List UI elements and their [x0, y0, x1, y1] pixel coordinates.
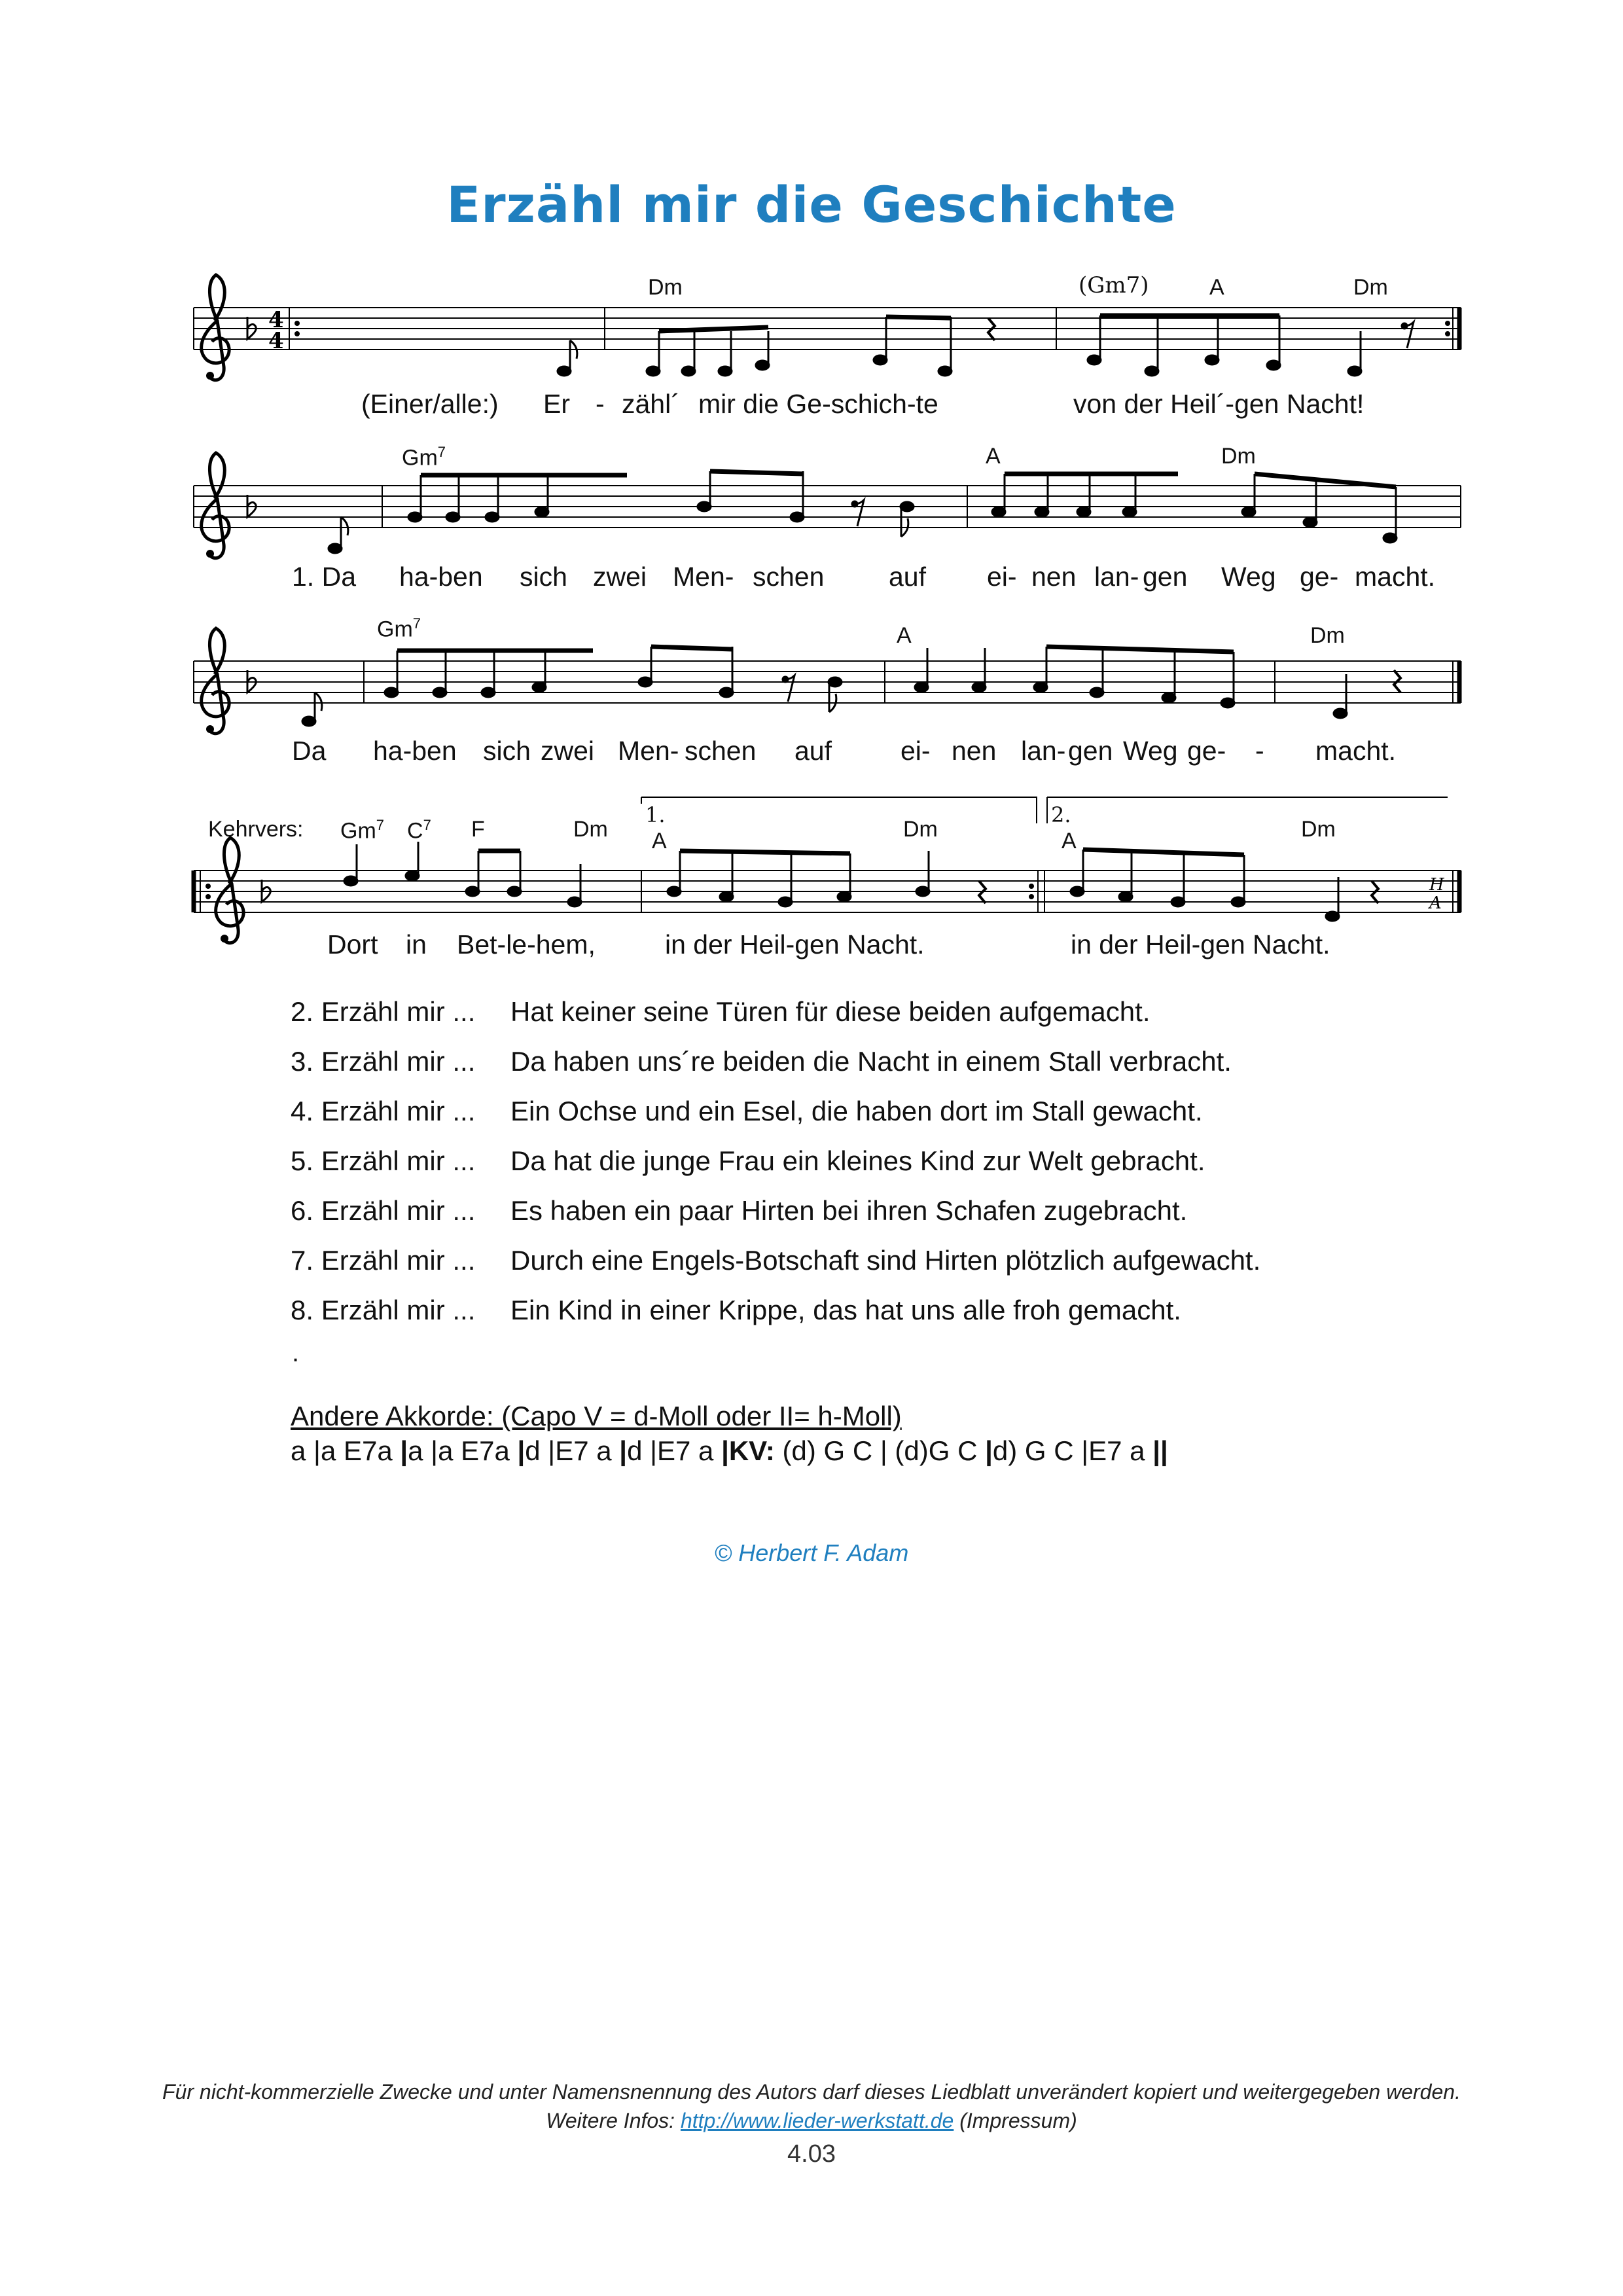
chord: Dm [1310, 623, 1345, 648]
lyric: Bet-le-hem, [457, 929, 596, 960]
chord: Gm$^7$ [340, 817, 385, 844]
verse-text: Da hat die junge Frau ein kleines Kind zur Welt gebracht. [510, 1145, 1205, 1176]
footer-info: Weitere Infos: http://www.lieder-werkstatt.de (Impressum) [546, 2109, 1077, 2132]
alt-chords-line: a |a E7a |a |a E7a |d |E7 a |d |E7 a |KV: (d) G C | (d)G C |d) G C |E7 a || [291, 1435, 1168, 1466]
verse-label: 2. Erzähl mir ... [291, 996, 476, 1027]
verse-text: Da haben uns´re beiden die Nacht in einem Stall verbracht. [510, 1046, 1232, 1077]
chord: (Gm7) [1079, 272, 1149, 298]
lyric: ei- [901, 736, 931, 766]
verse-text: Hat keiner seine Türen für diese beiden aufgemacht. [510, 996, 1150, 1027]
chord: Dm [903, 817, 938, 842]
lyric: macht. [1355, 562, 1436, 592]
lyric: Weg [1123, 736, 1178, 766]
chord: A [897, 623, 912, 648]
volta-2: 2. [1051, 802, 1071, 827]
lyric: Dort [327, 929, 378, 960]
alt-chords-heading: Andere Akkorde: (Capo V = d-Moll oder II= h-Moll) [291, 1401, 902, 1431]
verse-item [291, 1096, 1260, 1145]
lyric: lan- [1021, 736, 1066, 766]
verse-text: Es haben ein paar Hirten bei ihren Schafen zugebracht. [510, 1195, 1188, 1226]
staff-system-1 [194, 275, 1461, 380]
verse-label: 5. Erzähl mir ... [291, 1145, 476, 1176]
lyric: ei- [987, 562, 1017, 592]
stray-dot: . [292, 1338, 300, 1367]
lyric: sich [483, 736, 531, 766]
lyric: ge- [1300, 562, 1339, 592]
verse-label: 7. Erzähl mir ... [291, 1245, 476, 1276]
chord: Gm$^7$ [402, 444, 446, 471]
lyric: (Einer/alle:) [361, 389, 499, 419]
verse-label: 6. Erzähl mir ... [291, 1195, 476, 1226]
chord: Dm [573, 817, 608, 842]
lyric: zähl´ [622, 389, 680, 419]
lyric: in der Heil-gen Nacht. [1071, 929, 1330, 960]
chord: A [1209, 275, 1224, 300]
lyric: ha-ben [399, 562, 483, 592]
chord: Dm [1353, 275, 1388, 300]
lyric: Da [292, 736, 327, 766]
lyric: ha-ben [373, 736, 457, 766]
lyric: in der Heil-gen Nacht. [665, 929, 925, 960]
lyric: schen [753, 562, 825, 592]
lyric: von der Heil´-gen Nacht! [1073, 389, 1364, 419]
verse-item [291, 1195, 1260, 1245]
lyric: Men- [673, 562, 734, 592]
page-number: 4.03 [787, 2140, 836, 2168]
staff-system-3 [194, 628, 1461, 734]
volta-1: 1. [645, 802, 666, 827]
staff-system-2 [194, 453, 1461, 558]
website-link[interactable]: http://www.lieder-werkstatt.de [680, 2109, 954, 2132]
chord: Dm [648, 275, 683, 300]
verse-item [291, 996, 1260, 1046]
verse-list [291, 996, 1260, 1344]
verse-label: 3. Erzähl mir ... [291, 1046, 476, 1077]
lyric: - [596, 389, 605, 419]
lyric: Weg [1221, 562, 1276, 592]
lyric: lan- [1094, 562, 1139, 592]
lyric: Er [543, 389, 570, 419]
verse-item [291, 1245, 1260, 1295]
lyric: 1. Da [292, 562, 356, 592]
verse-label: 4. Erzähl mir ... [291, 1096, 476, 1126]
lyric: zwei [541, 736, 595, 766]
chord: A [652, 829, 667, 853]
chord: Dm [1301, 817, 1336, 842]
lyric: zwei [593, 562, 647, 592]
svg-text:A: A [1429, 893, 1442, 913]
lyric: mir die Ge-schich-te [698, 389, 938, 419]
lyric: gen [1068, 736, 1113, 766]
chord: A [986, 444, 1001, 469]
verse-text: Durch eine Engels-Botschaft sind Hirten plötzlich aufgewacht. [510, 1245, 1261, 1276]
chord: Dm [1221, 444, 1256, 469]
song-title: Erzähl mir die Geschichte [446, 175, 1177, 234]
chord: A [1061, 829, 1077, 853]
verse-label: 8. Erzähl mir ... [291, 1295, 476, 1325]
lyric: Men- [618, 736, 679, 766]
lyric: auf [889, 562, 926, 592]
svg-text:H: H [1429, 875, 1444, 895]
lyric: - [1255, 736, 1264, 766]
verse-item [291, 1295, 1260, 1344]
verse-item [291, 1145, 1260, 1195]
lyric: schen [685, 736, 757, 766]
copyright: © Herbert F. Adam [714, 1539, 909, 1566]
svg-text:4: 4 [268, 328, 284, 354]
verse-text: Ein Ochse und ein Esel, die haben dort im Stall gewacht. [510, 1096, 1203, 1126]
lyric: gen [1143, 562, 1188, 592]
svg-text:4: 4 [268, 307, 284, 333]
kehrvers-label: Kehrvers: [208, 817, 304, 842]
lyric: nen [1031, 562, 1077, 592]
lyric: in [406, 929, 427, 960]
chord: Gm$^7$ [377, 615, 421, 642]
chord: $C^7$ [407, 817, 431, 844]
footer-license: Für nicht-kommerzielle Zwecke und unter Namensnennung des Autors darf dieses Liedblatt unverändert kopiert und weitergegeben werden. [162, 2080, 1461, 2104]
lyric: macht. [1315, 736, 1397, 766]
lyric: ge- [1187, 736, 1226, 766]
lyric: nen [952, 736, 997, 766]
chord: F [471, 817, 485, 842]
verse-text: Ein Kind in einer Krippe, das hat uns alle froh gemacht. [510, 1295, 1181, 1325]
verse-item [291, 1046, 1260, 1096]
lyric: sich [520, 562, 567, 592]
lyric: auf [794, 736, 832, 766]
